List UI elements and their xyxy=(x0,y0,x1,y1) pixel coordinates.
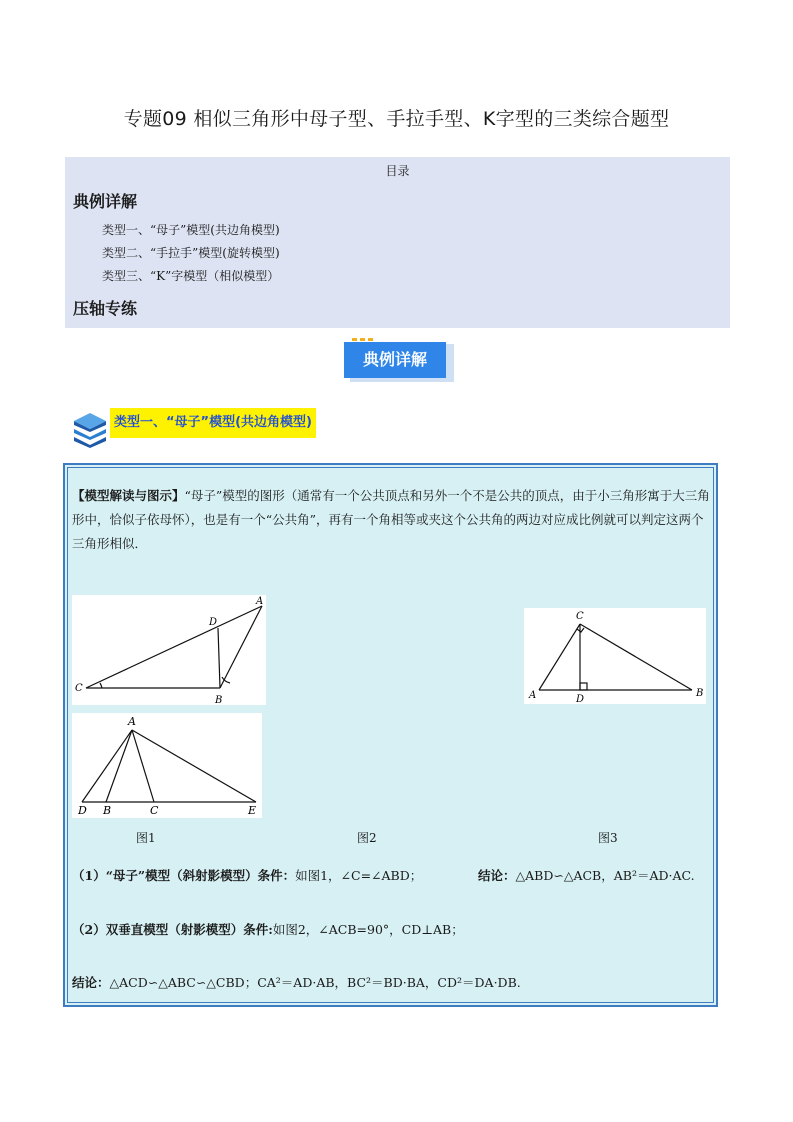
toc-item-type1[interactable]: 类型一、“母子”模型(共边角模型) xyxy=(102,223,280,237)
figure-1-drawing xyxy=(72,595,266,705)
toc-item-type3[interactable]: 类型三、“K”字模型（相似模型） xyxy=(102,269,280,283)
fig3-label-c: C xyxy=(150,804,159,817)
type1-label: 类型一、“母子”模型(共边角模型) xyxy=(110,408,316,438)
condition-2 xyxy=(72,920,464,938)
condition-1 xyxy=(72,866,422,884)
fig3-label-e: E xyxy=(248,804,257,817)
page-title: 专题09 相似三角形中母子型、手拉手型、K字型的三类综合题型 xyxy=(123,108,670,130)
books-icon xyxy=(72,412,108,448)
concl1-label: 结论： xyxy=(478,868,516,883)
conclusion-1 xyxy=(478,866,695,884)
intro-text: “母子”模型的图形（通常有一个公共顶点和另外一个不是公共的顶点，由于小三角形寓于大三角形中，恰似子依母怀），也是有一个“公共角”，再有一个角相等或夹这个公共角的两边对应成比例就可以判定这两个三角形相似． xyxy=(72,488,710,551)
fig2-label-b: B xyxy=(696,688,704,699)
toc-title: 目录 xyxy=(385,164,410,178)
table-of-contents xyxy=(65,157,730,328)
fig1-label-d: D xyxy=(209,617,218,628)
concl2-text: △ACD∽△ABC∽△CBD；CA²＝AD·AB，BC²＝BD·BA，CD²＝DA·DB. xyxy=(109,975,521,990)
figure-3-drawing xyxy=(72,713,262,818)
figure-2 xyxy=(524,608,706,704)
fig3-label-a: A xyxy=(128,715,136,728)
model-intro xyxy=(72,484,712,556)
toc-section-practice[interactable]: 压轴专练 xyxy=(73,299,138,318)
concl2-label: 结论： xyxy=(72,975,110,990)
caption-figure-3: 图3 xyxy=(598,831,618,845)
concl1-text: △ABD∽△ACB，AB²＝AD·AC. xyxy=(515,868,695,883)
caption-figure-1: 图1 xyxy=(136,831,156,845)
fig3-label-d: D xyxy=(78,804,87,817)
intro-label: 【模型解读与图示】 xyxy=(72,488,185,503)
fig1-label-a: A xyxy=(256,596,264,607)
figure-1 xyxy=(72,595,266,705)
cond2-text: 如图2，∠ACB=90°，CD⊥AB； xyxy=(272,922,464,937)
cond1-label: （1）“母子”模型（斜射影模型）条件： xyxy=(72,868,296,883)
toc-section-examples[interactable]: 典例详解 xyxy=(73,192,138,211)
conclusion-2 xyxy=(72,973,521,991)
fig1-label-b: B xyxy=(215,695,223,705)
toc-item-type2[interactable]: 类型二、“手拉手”模型(旋转模型) xyxy=(102,246,280,260)
fig2-label-d: D xyxy=(576,694,585,704)
badge-label: 典例详解 xyxy=(344,342,446,378)
fig2-label-c: C xyxy=(576,611,584,622)
figure-3 xyxy=(72,713,262,818)
cond2-label: （2）双垂直模型（射影模型）条件: xyxy=(72,922,273,937)
section-badge xyxy=(344,338,454,384)
cond1-text: 如图1，∠C=∠ABD； xyxy=(295,868,423,883)
fig2-label-a: A xyxy=(529,690,537,701)
fig1-label-c: C xyxy=(75,683,83,694)
caption-figure-2: 图2 xyxy=(357,831,377,845)
badge-dots xyxy=(352,338,376,341)
fig3-label-b: B xyxy=(103,804,112,817)
figure-2-drawing xyxy=(524,608,706,704)
